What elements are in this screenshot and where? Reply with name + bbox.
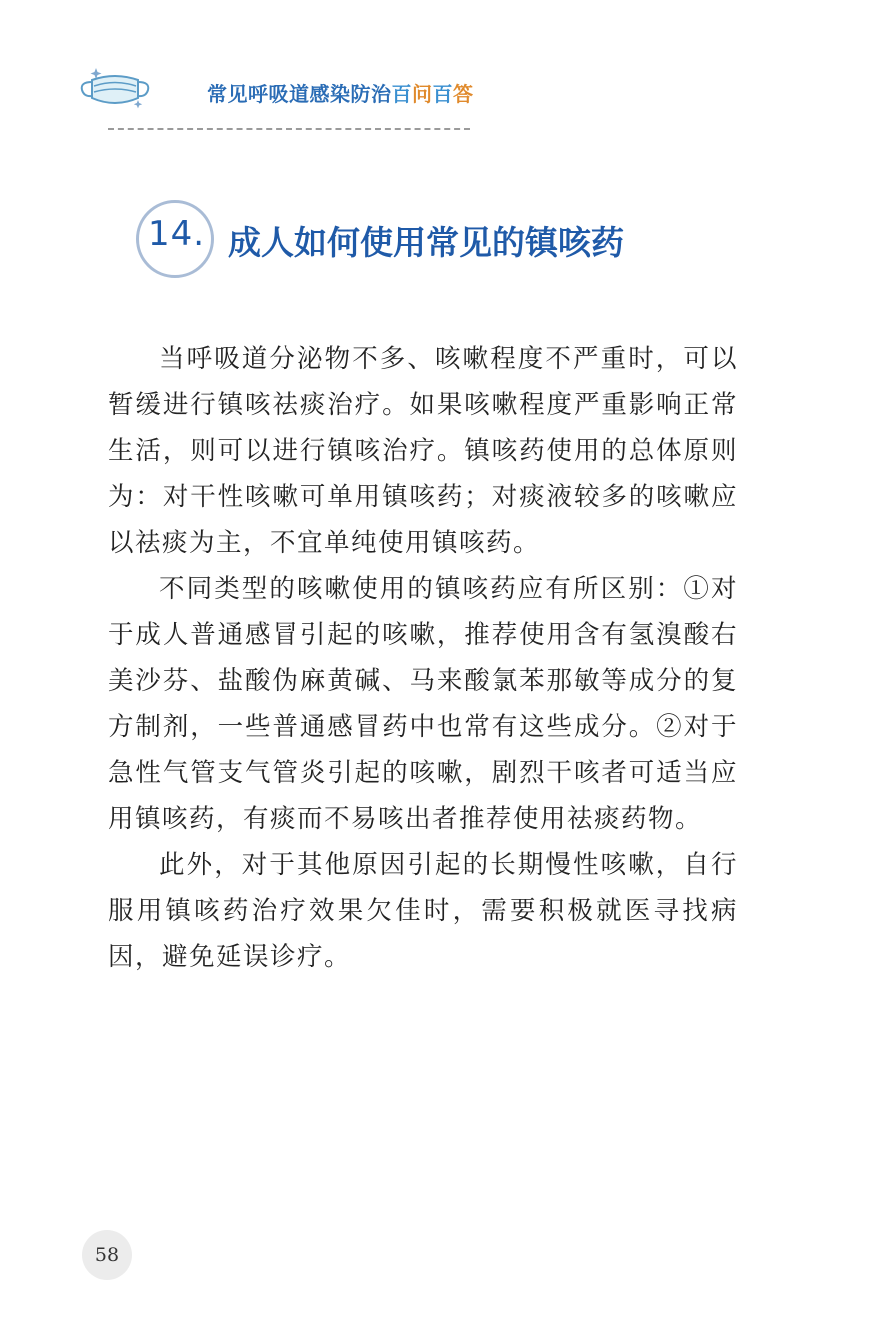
question-title: 成人如何使用常见的镇咳药: [228, 223, 624, 262]
running-header: [0, 0, 882, 140]
body-text: [108, 336, 738, 980]
book-title-char: 百: [432, 82, 453, 106]
paragraph: 当呼吸道分泌物不多、咳嗽程度不严重时，可以暂缓进行镇咳祛痰治疗。如果咳嗽程度严重影响正常生活，则可以进行镇咳治疗。镇咳药使用的总体原则为：对干性咳嗽可单用镇咳药；对痰液较多的咳嗽应以祛痰为主，不宜单纯使用镇咳药。: [108, 344, 738, 558]
book-title-char: 问: [412, 82, 433, 106]
paragraph: 不同类型的咳嗽使用的镇咳药应有所区别：①对于成人普通感冒引起的咳嗽，推荐使用含有氢溴酸右美沙芬、盐酸伪麻黄碱、马来酸氯苯那敏等成分的复方制剂，一些普通感冒药中也常有这些成分。②对于急性气管支气管炎引起的咳嗽，剧烈干咳者可适当应用镇咳药，有痰而不易咳出者推荐使用祛痰药物。: [108, 574, 738, 834]
paragraph: 此外，对于其他原因引起的长期慢性咳嗽，自行服用镇咳药治疗效果欠佳时，需要积极就医寻找病因，避免延误诊疗。: [108, 850, 738, 972]
book-title-char: 答: [453, 82, 474, 106]
page-number: 58: [82, 1230, 132, 1280]
book-title-main: 常见呼吸道感染防治: [207, 82, 392, 106]
book-title: [207, 78, 474, 107]
header-divider: [108, 128, 470, 130]
book-title-char: 百: [391, 82, 412, 106]
question-number: 14.: [148, 214, 206, 254]
face-mask-icon: [78, 66, 152, 112]
